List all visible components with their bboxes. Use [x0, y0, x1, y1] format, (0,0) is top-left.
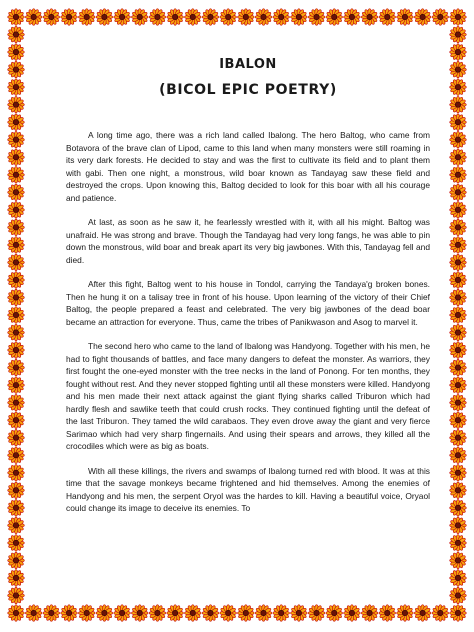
sunflower-icon	[326, 605, 343, 622]
sunflower-icon	[450, 307, 467, 324]
sunflower-icon	[25, 605, 42, 622]
sunflower-icon	[8, 237, 25, 254]
sunflower-icon	[450, 464, 467, 481]
sunflower-icon	[61, 9, 78, 26]
sunflower-icon	[8, 535, 25, 552]
sunflower-icon	[8, 219, 25, 236]
sunflower-icon	[8, 26, 25, 43]
sunflower-icon	[450, 254, 467, 271]
sunflower-icon	[450, 166, 467, 183]
sunflower-icon	[8, 394, 25, 411]
sunflower-icon	[397, 9, 414, 26]
paragraph: A long time ago, there was a rich land called Ibalong. The hero Baltog, who came from Botavora of the brave clan of Lipod, came to this land when many monsters were still roaming in its very dark forests. He decided to stay and was the first to cultivate its field and to plant them with gabi. Then one night, a monstrous, wild boar known as Tandayag saw these field and destroyed the crops. Upon knowing this, Baltog decided to look for this boar with all his courage and patience.	[66, 130, 430, 203]
sunflower-icon	[184, 9, 201, 26]
sunflower-icon	[8, 96, 25, 113]
sunflower-icon	[8, 587, 25, 604]
sunflower-icon	[8, 254, 25, 271]
sunflower-icon	[238, 605, 255, 622]
sunflower-icon	[8, 114, 25, 131]
sunflower-icon	[202, 9, 219, 26]
sunflower-icon	[450, 114, 467, 131]
sunflower-icon	[25, 9, 42, 26]
sunflower-icon	[8, 79, 25, 96]
sunflower-icon	[450, 377, 467, 394]
sunflower-icon	[8, 482, 25, 499]
sunflower-icon	[450, 412, 467, 429]
sunflower-icon	[397, 605, 414, 622]
sunflower-icon	[450, 552, 467, 569]
sunflower-icon	[273, 605, 290, 622]
sunflower-icon	[43, 605, 60, 622]
sunflower-icon	[8, 412, 25, 429]
sunflower-icon	[8, 131, 25, 148]
sunflower-icon	[8, 359, 25, 376]
sunflower-icon	[344, 605, 361, 622]
sunflower-icon	[8, 552, 25, 569]
document-title: IBALON	[219, 57, 277, 72]
sunflower-icon	[184, 605, 201, 622]
sunflower-icon	[450, 394, 467, 411]
sunflower-icon	[8, 429, 25, 446]
sunflower-icon	[149, 9, 166, 26]
sunflower-icon	[450, 447, 467, 464]
sunflower-icon	[8, 307, 25, 324]
sunflower-icon	[450, 26, 467, 43]
sunflower-icon	[8, 184, 25, 201]
paragraph: The second hero who came to the land of Ibalong was Handyong. Together with his men, he had to fight thousands of battles, and face many dangers to defeat the monster. As warriors, they first fought the one-eyed monster with the tree necks in the land of Ponong. For ten months, they fought without rest. And they never stopped fighting until all these monsters were killed. Handyong and his men made their next attack against the giant flying sharks called Triburon which had hardly flesh and sawlike teeth that could crush rocks. They continued fighting until the defeat of the last Triburon. They tamed the wild carabaos. They even drove away the giant and very fierce Sarimao which had very sharp fingernails. And using their spears and arrows, they killed all the crocodiles which were as big as boats.	[66, 341, 430, 451]
paragraph: At last, as soon as he saw it, he fearlessly wrestled with it, with all his might. Baltog was unafraid. He was strong and brave. Though the Tandayag had very long fangs, he was able to pin down the monstrous, wild boar and break apart its very big jawbones. With this, Tandayag fell and died.	[66, 217, 430, 265]
sunflower-icon	[8, 166, 25, 183]
sunflower-icon	[361, 9, 378, 26]
sunflower-icon	[450, 324, 467, 341]
sunflower-icon	[450, 272, 467, 289]
sunflower-icon	[450, 359, 467, 376]
sunflower-icon	[114, 9, 131, 26]
sunflower-icon	[43, 9, 60, 26]
sunflower-icon	[344, 9, 361, 26]
sunflower-icon	[379, 9, 396, 26]
sunflower-icon	[78, 605, 95, 622]
document-content	[66, 56, 430, 527]
sunflower-icon	[291, 605, 308, 622]
sunflower-icon	[450, 131, 467, 148]
sunflower-icon	[255, 605, 272, 622]
sunflower-icon	[450, 482, 467, 499]
sunflower-icon	[450, 9, 467, 26]
sunflower-icon	[308, 9, 325, 26]
sunflower-icon	[8, 377, 25, 394]
sunflower-icon	[273, 9, 290, 26]
sunflower-icon	[326, 9, 343, 26]
document-body	[66, 129, 430, 515]
sunflower-icon	[450, 61, 467, 78]
sunflower-icon	[450, 500, 467, 517]
sunflower-icon	[8, 500, 25, 517]
sunflower-icon	[96, 605, 113, 622]
sunflower-icon	[131, 605, 148, 622]
sunflower-icon	[255, 9, 272, 26]
sunflower-icon	[220, 9, 237, 26]
paragraph: After this fight, Baltog went to his house in Tondol, carrying the Tandaya'g broken bones. Then he hung it on a talisay tree in front of his house. Upon learning of the victory of their Chief Baltog, the people prepared a feast and celebrated. The very big jawbones of the dead boar became an attraction for everyone. Thus, came the tribes of Panikwason and Asog to marvel it.	[66, 279, 430, 327]
sunflower-icon	[131, 9, 148, 26]
document-subtitle: (BICOL EPIC POETRY)	[159, 82, 337, 98]
sunflower-icon	[361, 605, 378, 622]
sunflower-icon	[450, 605, 467, 622]
sunflower-icon	[450, 535, 467, 552]
sunflower-icon	[450, 149, 467, 166]
sunflower-icon	[432, 9, 449, 26]
sunflower-icon	[8, 570, 25, 587]
sunflower-icon	[167, 9, 184, 26]
sunflower-icon	[450, 96, 467, 113]
sunflower-icon	[450, 429, 467, 446]
sunflower-icon	[202, 605, 219, 622]
sunflower-icon	[450, 517, 467, 534]
sunflower-icon	[220, 605, 237, 622]
sunflower-icon	[450, 289, 467, 306]
sunflower-icon	[450, 570, 467, 587]
sunflower-icon	[291, 9, 308, 26]
sunflower-icon	[238, 9, 255, 26]
sunflower-icon	[8, 272, 25, 289]
sunflower-icon	[8, 289, 25, 306]
sunflower-icon	[8, 447, 25, 464]
paragraph: With all these killings, the rivers and swamps of Ibalong turned red with blood. It was at this time that the savage monkeys became frightened and hid themselves. Among the enemies of Handyong and his men, the serpent Oryol was the hardes to kill. Having a beautiful voice, Oryaol could change its image to deceive its enemies. To	[66, 465, 430, 513]
sunflower-icon	[450, 219, 467, 236]
sunflower-icon	[167, 605, 184, 622]
sunflower-icon	[414, 9, 431, 26]
sunflower-icon	[379, 605, 396, 622]
sunflower-icon	[96, 9, 113, 26]
sunflower-icon	[450, 342, 467, 359]
sunflower-icon	[8, 149, 25, 166]
sunflower-icon	[8, 517, 25, 534]
sunflower-icon	[8, 202, 25, 219]
sunflower-icon	[414, 605, 431, 622]
sunflower-icon	[8, 605, 25, 622]
sunflower-icon	[8, 324, 25, 341]
sunflower-icon	[8, 342, 25, 359]
sunflower-icon	[450, 79, 467, 96]
sunflower-icon	[61, 605, 78, 622]
sunflower-icon	[450, 202, 467, 219]
sunflower-icon	[450, 587, 467, 604]
sunflower-icon	[78, 9, 95, 26]
sunflower-icon	[450, 44, 467, 61]
sunflower-icon	[114, 605, 131, 622]
sunflower-icon	[8, 464, 25, 481]
sunflower-icon	[432, 605, 449, 622]
sunflower-icon	[149, 605, 166, 622]
sunflower-icon	[308, 605, 325, 622]
sunflower-icon	[8, 61, 25, 78]
sunflower-icon	[450, 237, 467, 254]
sunflower-icon	[450, 184, 467, 201]
sunflower-icon	[8, 9, 25, 26]
sunflower-icon	[8, 44, 25, 61]
